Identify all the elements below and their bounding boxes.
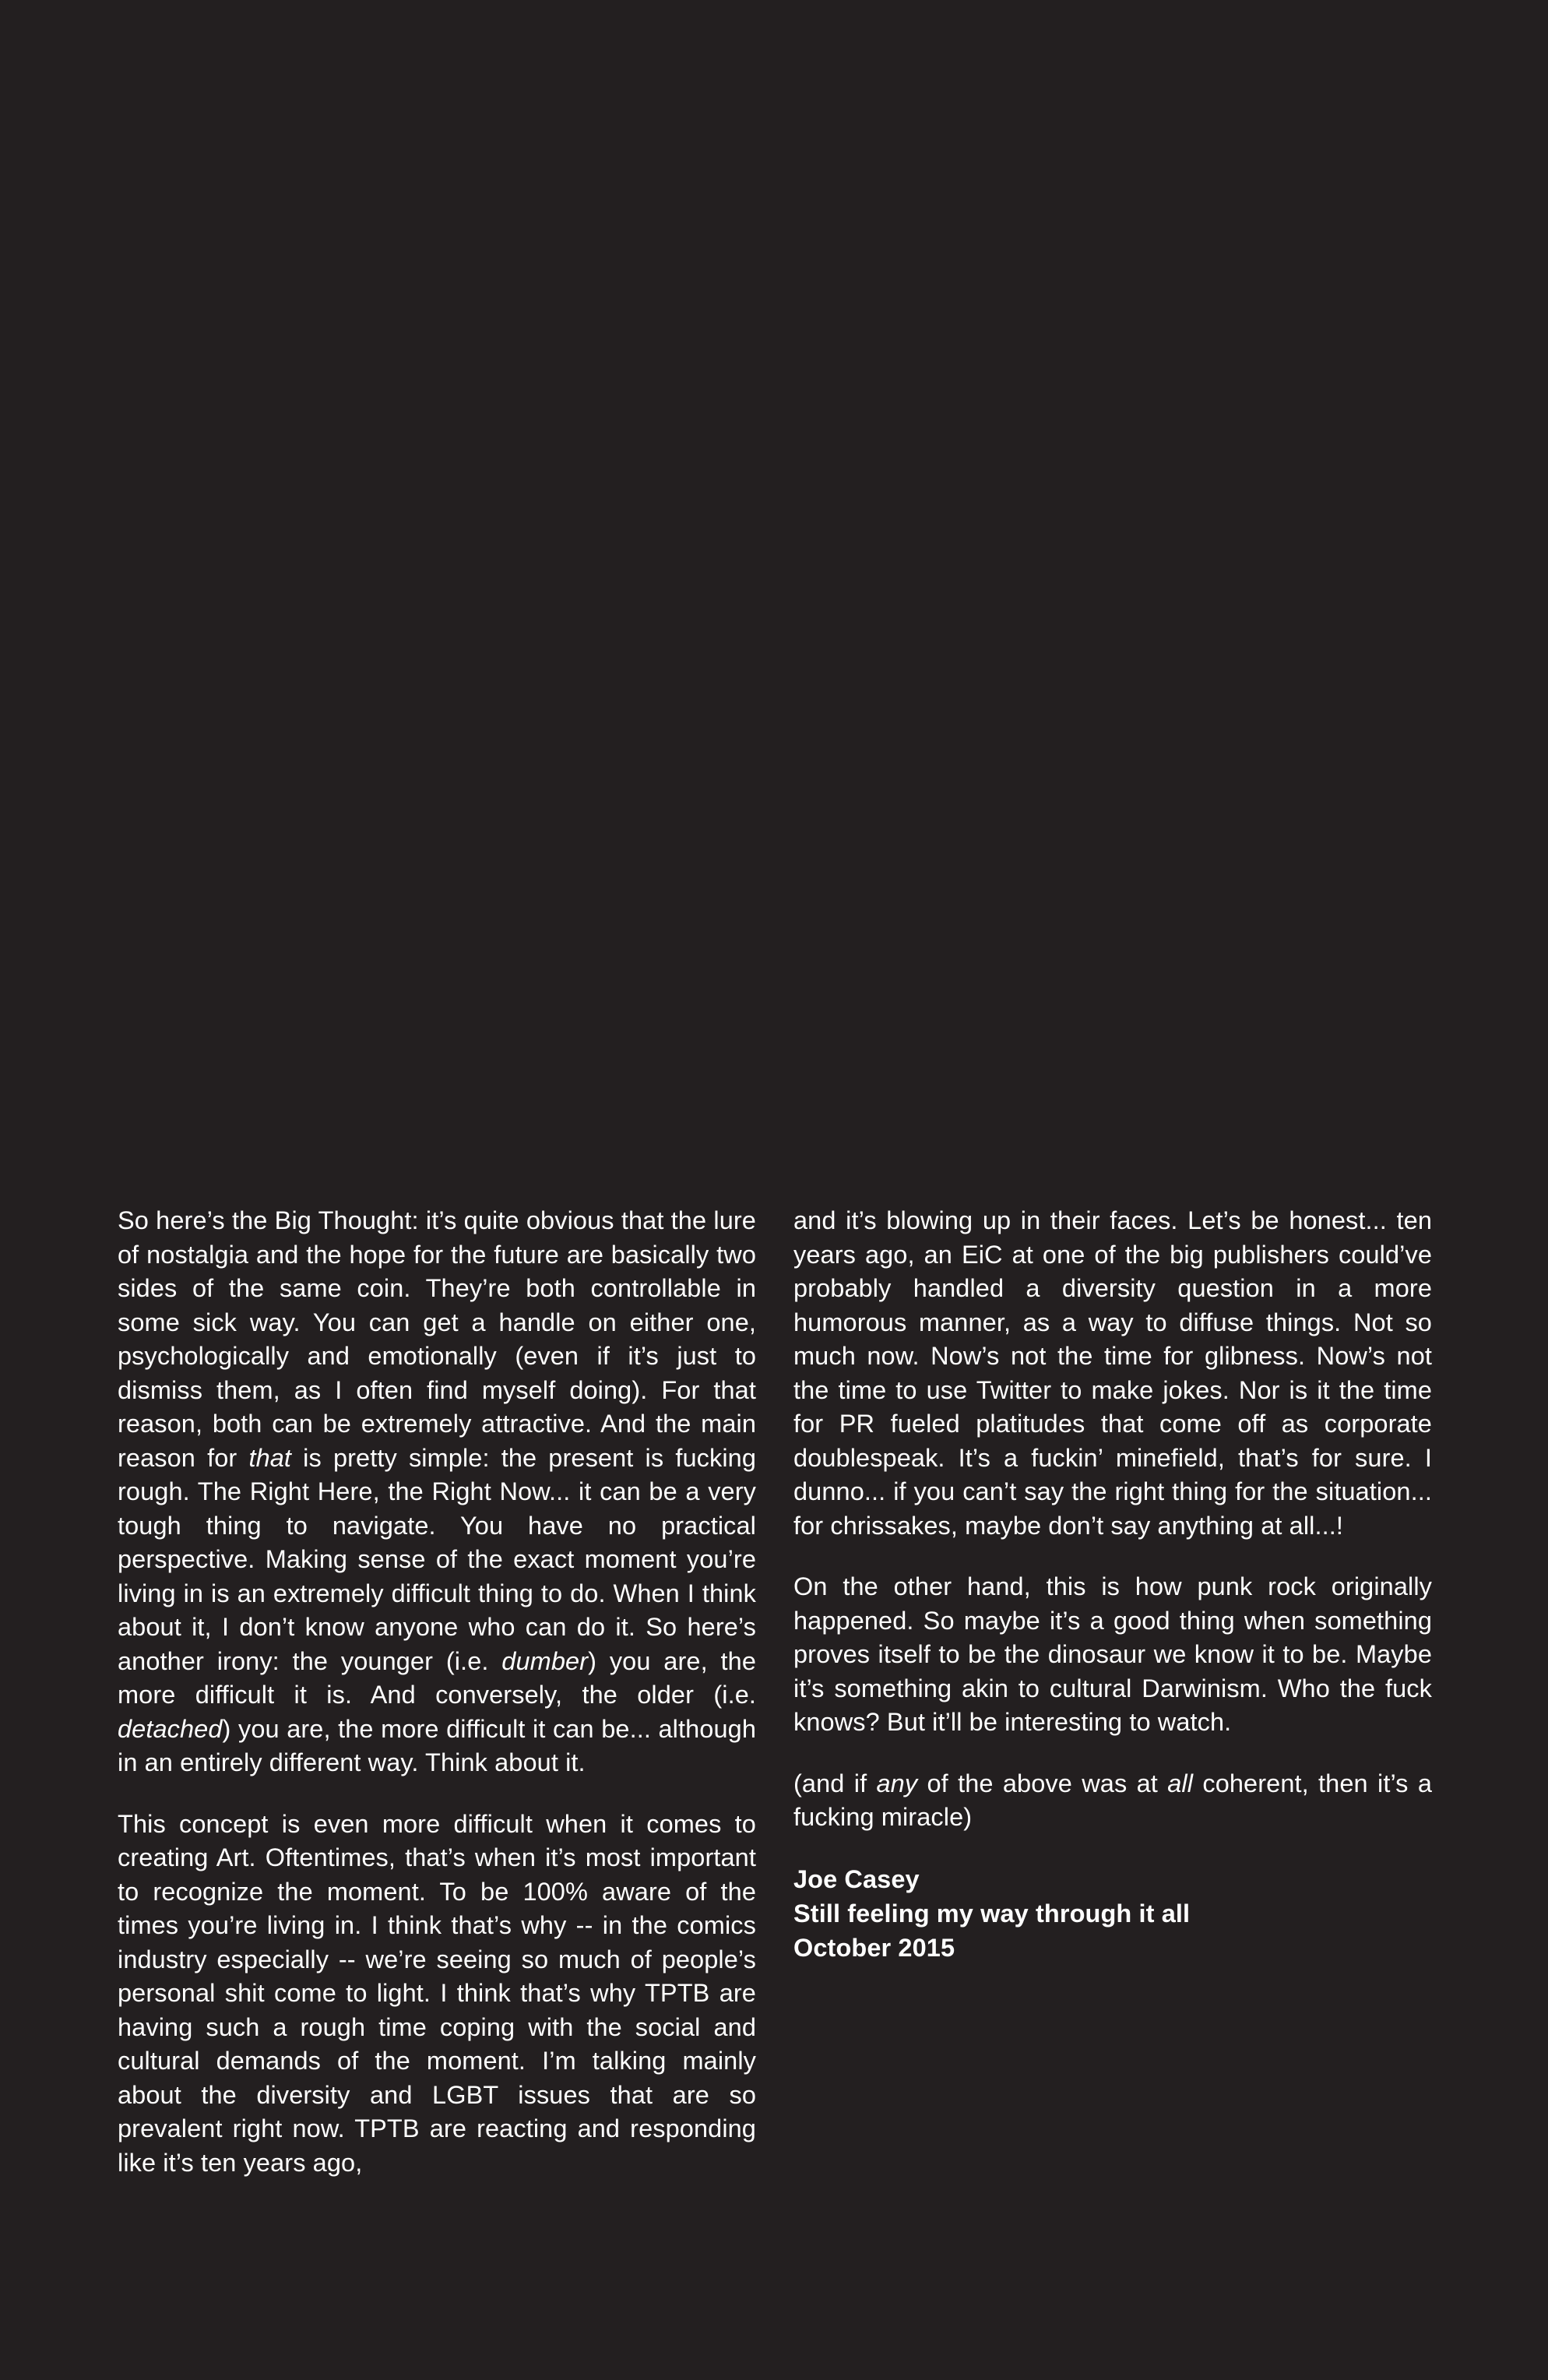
paragraph-big-thought	[118, 1204, 756, 1780]
emphasis-detached: detached	[118, 1714, 223, 1743]
text-run: ) you are, the more difficult it is. And conversely, the older (i.e.	[118, 1646, 756, 1709]
signature-name: Joe Casey	[793, 1864, 920, 1893]
paragraph-punk-rock: On the other hand, this is how punk rock originally happened. So maybe it’s a good thing when something proves itself to be the dinosaur we know it to be. Maybe it’s something akin to cultural Darwinism. Who the fuck knows? But it’ll be interesting to watch.	[793, 1572, 1432, 1736]
emphasis-all: all	[1167, 1769, 1194, 1797]
paragraph-blowing-up: and it’s blowing up in their faces. Let’s be honest... ten years ago, an EiC at one of the big publishers could’ve probably handled a diversity question in a more humorous manner, as a way to diffuse things. Not so much now. Now’s not the time for glibness. Now’s not the time to use Twitter to make jokes. Nor is it the time for PR fueled platitudes that come off as corporate doublespeak. It’s a fuckin’ minefield, that’s for sure. I dunno... if you can’t say the right thing for the situation... for chrissakes, maybe don’t say anything at all...!	[793, 1206, 1432, 1540]
emphasis-dumber: dumber	[501, 1646, 589, 1675]
text-run: So here’s the Big Thought: it’s quite obvious that the lure of nostalgia and the hope for the future are basically two sides of the same coin. They’re both controllable in some sick way. You can get a handle on either one, psychologically and emotionally (even if it’s just to dismiss them, as I often find myself doing). For that reason, both can be extremely attractive. And the main reason for	[118, 1206, 756, 1472]
paragraph-creating-art: This concept is even more difficult when it comes to creating Art. Oftentimes, that’s when it’s most important to recognize the moment. To be 100% aware of the times you’re living in. I think that’s why -- in the comics industry especially -- we’re seeing so much of people’s personal shit come to light. I think that’s why TPTB are having such a rough time coping with the social and cultural demands of the moment. I’m talking mainly about the diversity and LGBT issues that are so prevalent right now. TPTB are reacting and responding like it’s ten years ago,	[118, 1809, 756, 2177]
text-run: ) you are, the more difficult it can be... although in an entirely different way. Think about it.	[118, 1714, 756, 1776]
text-run: of the above was at	[917, 1769, 1168, 1797]
text-run: is pretty simple: the present is fucking rough. The Right Here, the Right Now... it can be a very tough thing to navigate. You have no practical perspective. Making sense of the exact moment you’re living in is an extremely difficult thing to do. When I think about it, I don’t know anyone who can do it. So here’s another irony: the younger (i.e.	[118, 1443, 756, 1675]
text-run: coherent, then it’s a fucking miracle)	[793, 1769, 1432, 1831]
text-run: (and if	[793, 1769, 877, 1797]
paragraph-coherent-aside	[793, 1767, 1432, 1835]
signature-date: October 2015	[793, 1933, 955, 1962]
emphasis-any: any	[876, 1769, 918, 1797]
emphasis-that: that	[248, 1443, 292, 1472]
signature-block	[793, 1862, 1432, 1965]
left-column	[118, 1204, 756, 2180]
right-column	[793, 1204, 1432, 1965]
signature-tagline: Still feeling my way through it all	[793, 1899, 1191, 1928]
